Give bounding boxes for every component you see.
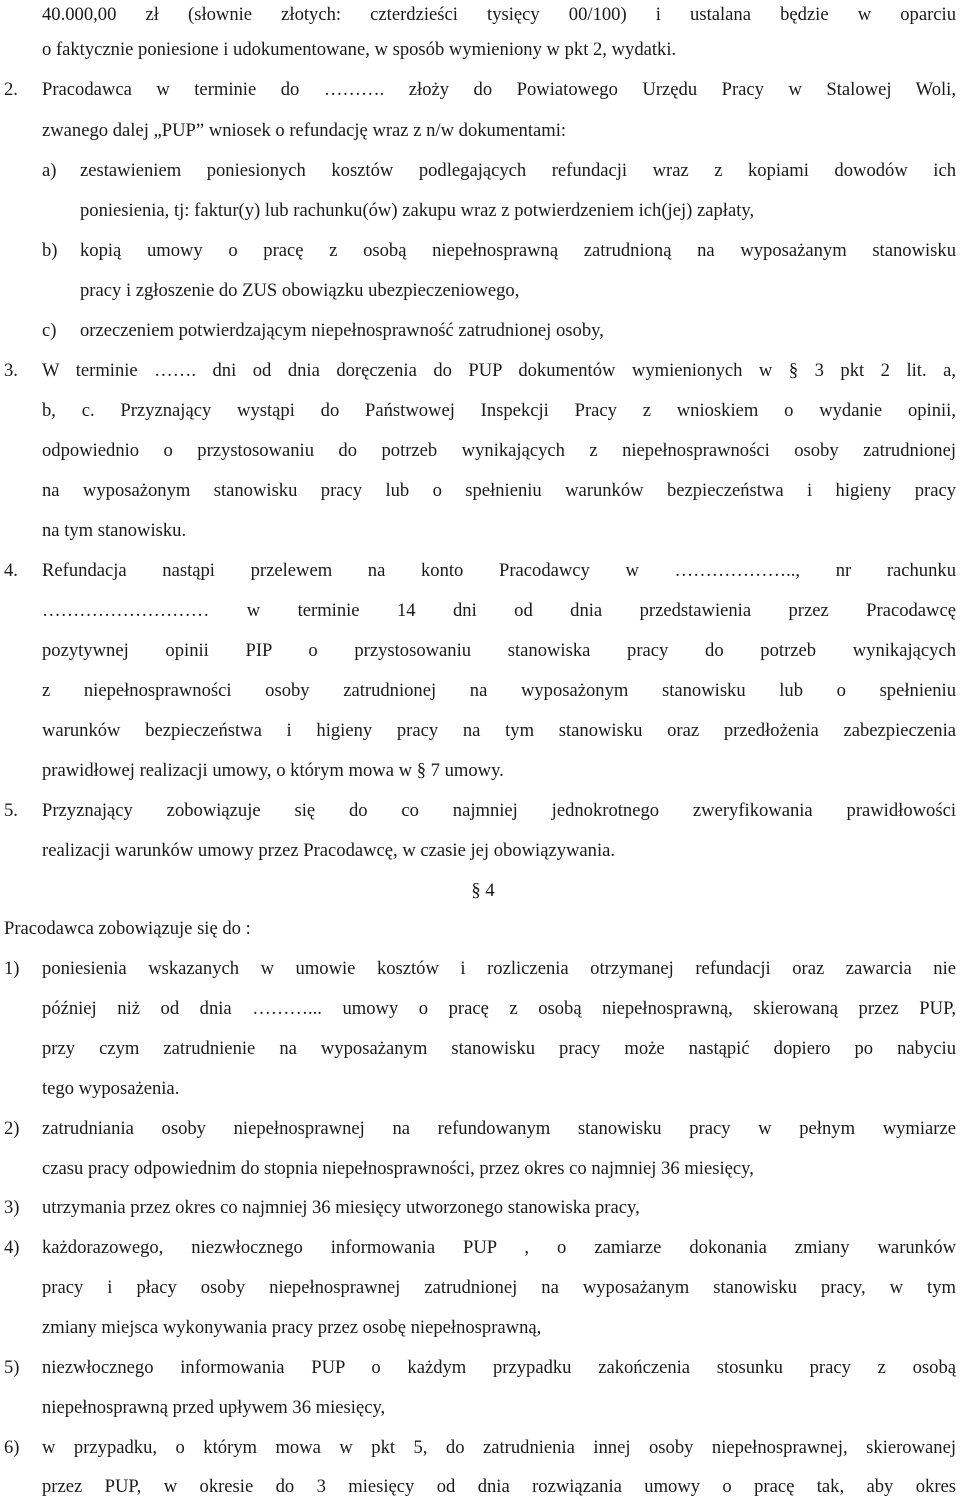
text-line: na wyposażonym stanowisku pracy lub o spełnieniu warunków bezpieczeństwa i higieny pracy <box>42 480 956 501</box>
text-line: zatrudniania osoby niepełnosprawnej na refundowanym stanowisku pracy w pełnym wymiarze <box>42 1118 956 1139</box>
text-line: b, c. Przyznający wystąpi do Państwowej Inspekcji Pracy z wnioskiem o wydanie opinii, <box>42 400 956 421</box>
text-line: później niż od dnia ………... umowy o pracę z osobą niepełnosprawną, skierowaną przez PUP, <box>42 998 956 1019</box>
text-line: w przypadku, o którym mowa w pkt 5, do zatrudnienia innej osoby niepełnosprawnej, skierowanej <box>42 1437 956 1458</box>
text-line: realizacji warunków umowy przez Pracodawcę, w czasie jej obowiązywania. <box>42 840 616 861</box>
text-line: zestawieniem poniesionych kosztów podlegających refundacji wraz z kopiami dowodów ich <box>80 160 956 181</box>
text-line: przy czym zatrudnienie na wyposażanym stanowisku pracy może nastąpić dopiero po nabyciu <box>42 1038 956 1059</box>
text-line: o faktycznie poniesione i udokumentowane, w sposób wymieniony w pkt 2, wydatki. <box>42 39 677 60</box>
text-line: Pracodawca w terminie do ………. złoży do Powiatowego Urzędu Pracy w Stalowej Woli, <box>42 79 956 100</box>
list-letter: b) <box>42 240 58 261</box>
text-line: W terminie ……. dni od dnia doręczenia do PUP dokumentów wymienionych w § 3 pkt 2 lit. a, <box>42 360 956 381</box>
list-number: 2) <box>4 1118 20 1139</box>
text-line: przez PUP, w okresie do 3 miesięcy od dnia rozwiązania umowy o pracę tak, aby okres <box>42 1476 956 1497</box>
section-intro: Pracodawca zobowiązuje się do : <box>4 918 251 939</box>
text-line: pracy i zgłoszenie do ZUS obowiązku ubezpieczeniowego, <box>80 280 520 301</box>
list-number: 3. <box>4 360 18 381</box>
text-line: poniesienia, tj: faktur(y) lub rachunku(ów) zakupu wraz z potwierdzeniem ich(jej) zapłaty, <box>80 200 755 221</box>
text-line: z niepełnosprawności osoby zatrudnionej na wyposażonym stanowisku lub o spełnieniu <box>42 680 956 701</box>
list-number: 5) <box>4 1357 20 1378</box>
text-line: ……………………… w terminie 14 dni od dnia przedstawienia przez Pracodawcę <box>42 600 956 621</box>
list-number: 5. <box>4 800 18 821</box>
text-line: niepełnosprawną przed upływem 36 miesięcy, <box>42 1397 386 1418</box>
text-line: czasu pracy odpowiednim do stopnia niepełnosprawności, przez okres co najmniej 36 miesięcy, <box>42 1158 754 1179</box>
text-line: pracy i płacy osoby niepełnosprawnej zatrudnionej na wyposażanym stanowisku pracy, w tym <box>42 1277 956 1298</box>
text-line: pozytywnej opinii PIP o przystosowaniu stanowiska pracy do potrzeb wynikających <box>42 640 956 661</box>
list-number: 1) <box>4 958 20 979</box>
text-line: każdorazowego, niezwłocznego informowania PUP , o zamiarze dokonania zmiany warunków <box>42 1237 956 1258</box>
text-line: poniesienia wskazanych w umowie kosztów i rozliczenia otrzymanej refundacji oraz zawarcia nie <box>42 958 956 979</box>
list-letter: c) <box>42 320 57 341</box>
list-letter: a) <box>42 160 57 181</box>
text-line: odpowiednio o przystosowaniu do potrzeb wynikających z niepełnosprawności osoby zatrudnionej <box>42 440 956 461</box>
text-line: kopią umowy o pracę z osobą niepełnosprawną zatrudnioną na wyposażanym stanowisku <box>80 240 956 261</box>
text-line: warunków bezpieczeństwa i higieny pracy na tym stanowisku oraz przedłożenia zabezpieczenia <box>42 720 956 741</box>
text-line: zwanego dalej „PUP” wniosek o refundację wraz z n/w dokumentami: <box>42 120 567 141</box>
text-line: prawidłowej realizacji umowy, o którym mowa w § 7 umowy. <box>42 760 504 781</box>
text-line: utrzymania przez okres co najmniej 36 miesięcy utworzonego stanowiska pracy, <box>42 1197 640 1218</box>
text-line: orzeczeniem potwierdzającym niepełnosprawność zatrudnionej osoby, <box>80 320 604 341</box>
text-line: zmiany miejsca wykonywania pracy przez osobę niepełnosprawną, <box>42 1317 542 1338</box>
text-line: 40.000,00 zł (słownie złotych: czterdzieści tysięcy 00/100) i ustalana będzie w oparciu <box>42 4 956 25</box>
list-number: 3) <box>4 1197 20 1218</box>
text-line: Refundacja nastąpi przelewem na konto Pracodawcy w ……………….., nr rachunku <box>42 560 956 581</box>
list-number: 4. <box>4 560 18 581</box>
text-line: na tym stanowisku. <box>42 520 187 541</box>
section-heading: § 4 <box>471 880 495 901</box>
text-line: tego wyposażenia. <box>42 1078 180 1099</box>
text-line: Przyznający zobowiązuje się do co najmniej jednokrotnego zweryfikowania prawidłowości <box>42 800 956 821</box>
list-number: 6) <box>4 1437 20 1458</box>
list-number: 2. <box>4 79 18 100</box>
list-number: 4) <box>4 1237 20 1258</box>
text-line: niezwłocznego informowania PUP o każdym przypadku zakończenia stosunku pracy z osobą <box>42 1357 956 1378</box>
